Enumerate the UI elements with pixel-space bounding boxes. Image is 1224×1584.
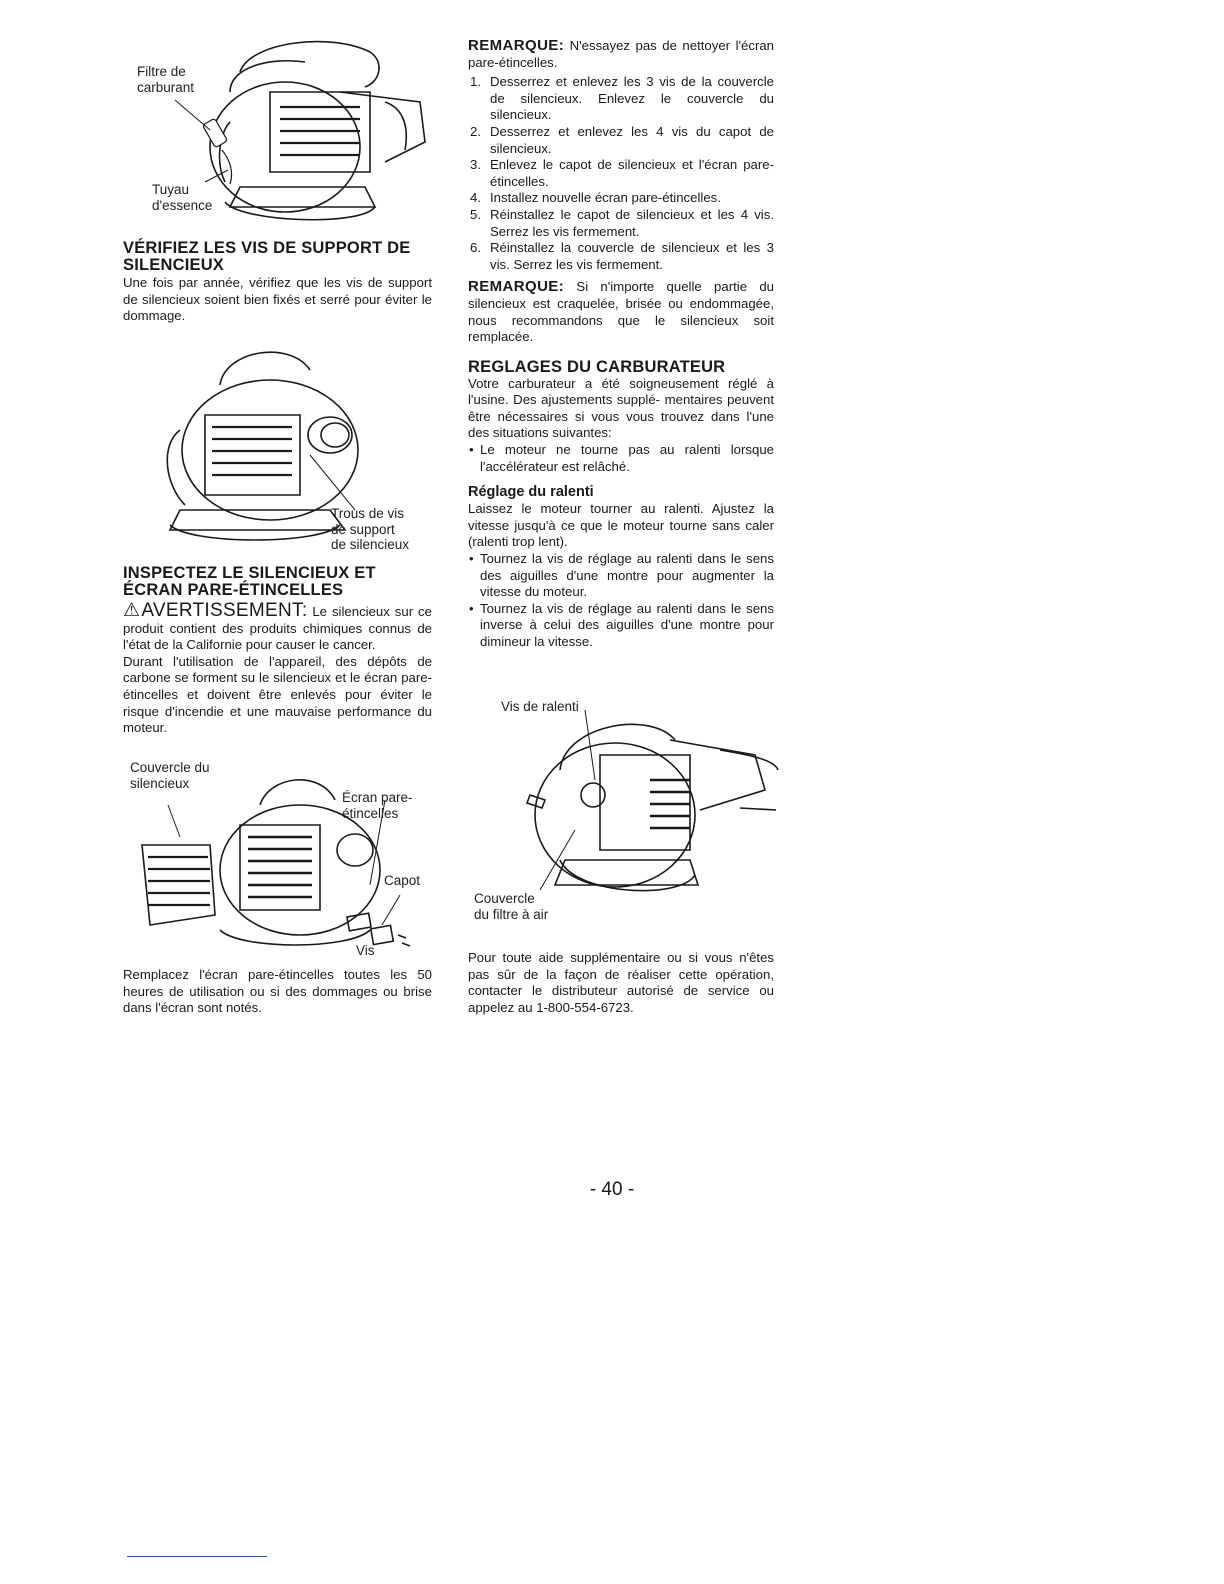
list-item: • Tournez la vis de réglage au ralenti dans le sens inverse à celui des aiguilles d'une montre pour dimineur la vitesse. bbox=[469, 600, 774, 649]
subsection-body-idle: Laissez le moteur tourner au ralenti. Ajustez la vitesse jusqu'à ce que le moteur tourne sans caler (ralenti trop lent). bbox=[468, 501, 774, 550]
subsection-title-idle: Réglage du ralenti bbox=[468, 484, 594, 501]
right-column bbox=[468, 38, 774, 651]
list-item: 3. Enlevez le capot de silencieux et l'écran pare-étincelles. bbox=[470, 157, 774, 189]
remark-2 bbox=[468, 279, 774, 345]
list-item: 5. Réinstallez le capot de silencieux et les 4 vis. Serrez les vis fermement. bbox=[470, 206, 774, 239]
idle-screw-illustration bbox=[500, 700, 790, 910]
footer-rule bbox=[127, 1556, 267, 1557]
warning-label: AVERTISSEMENT: bbox=[141, 600, 308, 621]
remark-1 bbox=[468, 38, 774, 71]
capot-label: Capot bbox=[384, 873, 421, 888]
list-item: 2. Desserrez et enlevez les 4 vis du capot de silencieux. bbox=[470, 123, 774, 156]
remark-1-label: REMARQUE: bbox=[468, 37, 565, 54]
closing-paragraph-left: Remplacez l'écran pare-étincelles toutes les 50 heures de utilisation ou si des dommages ou brise dans l'écran sont notés. bbox=[123, 967, 432, 1016]
right-closing bbox=[468, 950, 774, 1016]
warning-paragraph bbox=[123, 600, 432, 654]
left-section-2 bbox=[123, 565, 432, 737]
remark-1-text: N'essayez pas de nettoyer l'écran pare-étincelles. bbox=[468, 38, 775, 70]
steps-list bbox=[468, 74, 774, 273]
spark-screen-label: Écran pare- étincelles bbox=[342, 790, 413, 821]
idle-screw-label: Vis de ralenti bbox=[501, 699, 579, 714]
air-filter-label: Couvercle du filtre à air bbox=[474, 891, 549, 922]
warning-icon: ⚠ bbox=[123, 600, 142, 621]
list-item: 4. Installez nouvelle écran pare-étincelles. bbox=[470, 190, 721, 206]
fuel-hose-label: Tuyau d'essence bbox=[152, 182, 213, 213]
section-body-muffler-screws: Une fois par année, vérifiez que les vis de support de silencieux soient bien fixés et serré pour éviter le dommage. bbox=[123, 275, 432, 324]
screw-label: Vis bbox=[356, 943, 375, 958]
list-item: 6. Réinstallez la couvercle de silencieux et les 3 vis. Serrez les vis fermement. bbox=[470, 240, 774, 272]
carburetor-bullets bbox=[468, 442, 774, 475]
section-body-carbon-deposits: Durant l'utilisation de l'appareil, des dépôts de carbone se forment su le silencieux et le écran pare-étincelles et doivent être enlevés pour éviter le risque d'incendie et une mauvaise performance du moteur. bbox=[123, 653, 432, 736]
section-title-inspect-muffler: INSPECTEZ LE SILENCIEUX ET ÉCRAN PARE-ÉTINCELLES bbox=[123, 564, 376, 599]
list-item: 1. Desserrez et enlevez les 3 vis de la couvercle de silencieux. Enlevez le couvercle du silencieux. bbox=[470, 74, 774, 123]
section-title-muffler-screws: VÉRIFIEZ LES VIS DE SUPPORT DE SILENCIEUX bbox=[123, 239, 411, 274]
section-title-carburetor: REGLAGES DU CARBURATEUR bbox=[468, 357, 726, 376]
section-body-carburetor: Votre carburateur a été soigneusement réglé à l'usine. Des ajustements supplé- mentaires peuvent être nécessaires si vous vous trouvez dans l'une des situations suivantes: bbox=[468, 375, 774, 441]
closing-paragraph-right: Pour toute aide supplémentaire ou si vous n'êtes pas sûr de la façon de réaliser cette opération, contacter le distributeur autorisé de service ou appelez au 1-800-554-6723. bbox=[468, 950, 774, 1015]
support-holes-label: Trous de vis de support de silencieux bbox=[331, 506, 410, 552]
fuel-filter-label: Filtre de carburant bbox=[137, 64, 195, 95]
idle-bullets bbox=[468, 551, 774, 651]
left-section-1 bbox=[123, 240, 432, 325]
remark-2-text: Si n'importe quelle partie du silencieux est craquelée, brisée ou endommagée, nous recommandons que le silencieux soit remplacée. bbox=[468, 279, 774, 345]
page-number: - 40 - bbox=[589, 1179, 635, 1200]
left-closing bbox=[123, 967, 432, 1017]
muffler-cover-label: Couvercle du silencieux bbox=[130, 760, 210, 791]
remark-2-label: REMARQUE: bbox=[468, 278, 565, 296]
list-item: • Le moteur ne tourne pas au ralenti lorsque l'accélérateur est relâché. bbox=[469, 442, 774, 474]
warning-text: Le silencieux sur ce produit contient des produits chimiques connus de l'état de la Californie pour causer le cancer. bbox=[123, 604, 432, 653]
list-item: • Tournez la vis de réglage au ralenti dans le sens des aiguilles d'une montre pour augmenter la vitesse du moteur. bbox=[469, 551, 774, 600]
